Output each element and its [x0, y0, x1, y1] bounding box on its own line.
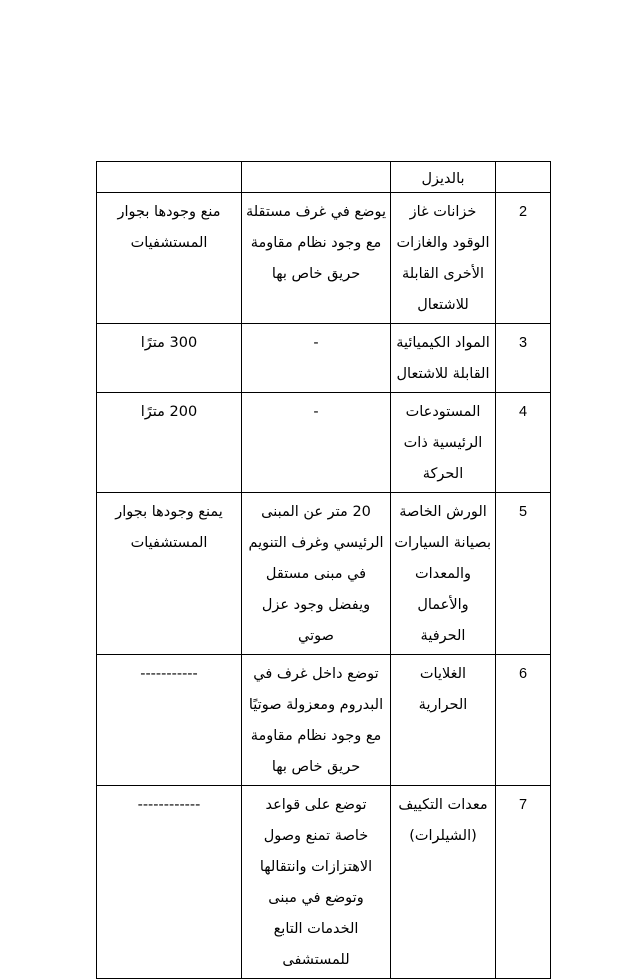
note-cell	[97, 493, 242, 655]
condition-line: في مبنى مستقل	[265, 566, 367, 582]
note-cell	[97, 786, 242, 979]
item-line: والأعمال	[417, 597, 469, 613]
condition-line: مع وجود نظام مقاومة	[250, 235, 382, 251]
item-line: المواد الكيميائية	[396, 335, 490, 351]
condition-cell	[242, 193, 391, 324]
row-number-cell	[496, 393, 551, 493]
item-cell	[391, 493, 496, 655]
table-row	[97, 193, 551, 324]
table-row	[97, 655, 551, 786]
condition-cell	[242, 162, 391, 193]
condition-line: حريق خاص بها	[271, 759, 361, 775]
condition-line: توضع داخل غرف في	[253, 666, 379, 682]
row-number-cell	[496, 655, 551, 786]
condition-cell	[242, 393, 391, 493]
table-row	[97, 786, 551, 979]
condition-cell	[242, 786, 391, 979]
condition-line: -	[313, 335, 319, 351]
facilities-table	[96, 161, 551, 979]
condition-line: الرئيسي وغرف التنويم	[248, 535, 384, 551]
item-line: معدات التكييف	[398, 797, 488, 813]
item-line: الحرفية	[420, 628, 466, 644]
table-row	[97, 393, 551, 493]
note-cell	[97, 193, 242, 324]
row-number: 3	[518, 335, 528, 351]
item-line: بالديزل	[421, 171, 465, 187]
item-line: الوقود والغازات	[396, 235, 490, 251]
row-number: 2	[518, 204, 528, 220]
condition-cell	[242, 324, 391, 393]
condition-line: الاهتزازات وانتقالها	[259, 859, 373, 875]
row-number: 5	[518, 504, 528, 520]
item-line: والمعدات	[414, 566, 472, 582]
table-row	[97, 324, 551, 393]
item-line: الورش الخاصة	[399, 504, 487, 520]
condition-cell	[242, 493, 391, 655]
condition-line: توضع على قواعد	[265, 797, 367, 813]
item-line: القابلة للاشتعال	[396, 366, 490, 382]
row-number: 6	[518, 666, 528, 682]
row-number: 4	[518, 404, 528, 420]
note-line: منع وجودها بجوار	[117, 204, 221, 220]
item-line: بصيانة السيارات	[394, 535, 491, 551]
condition-line: الخدمات التابع	[273, 921, 359, 937]
item-line: خزانات غاز	[409, 204, 477, 220]
note-line: 300 مترًا	[140, 335, 198, 351]
condition-line: حريق خاص بها	[271, 266, 361, 282]
condition-line: 20 متر عن المبنى	[261, 504, 371, 520]
note-cell	[97, 162, 242, 193]
note-cell	[97, 324, 242, 393]
item-cell	[391, 655, 496, 786]
note-line: ------------	[137, 797, 201, 813]
item-cell	[391, 786, 496, 979]
row-number-cell	[496, 324, 551, 393]
item-line: الغلايات	[419, 666, 467, 682]
item-cell	[391, 162, 496, 193]
condition-line: للمستشفى	[282, 952, 350, 968]
item-line: الحركة	[422, 466, 464, 482]
condition-line: -	[313, 404, 319, 420]
item-cell	[391, 393, 496, 493]
row-number-cell	[496, 193, 551, 324]
condition-line: ويفضل وجود عزل	[261, 597, 371, 613]
item-line: الأخرى القابلة	[401, 266, 485, 282]
note-line: 200 مترًا	[140, 404, 198, 420]
note-line: المستشفيات	[130, 535, 208, 551]
item-cell	[391, 193, 496, 324]
item-line: المستودعات	[405, 404, 481, 420]
condition-cell	[242, 655, 391, 786]
note-cell	[97, 655, 242, 786]
item-cell	[391, 324, 496, 393]
note-line: -----------	[140, 666, 198, 682]
note-line: يمنع وجودها بجوار	[115, 504, 223, 520]
condition-line: خاصة تمنع وصول	[263, 828, 369, 844]
note-line: المستشفيات	[130, 235, 208, 251]
condition-line: البدروم ومعزولة صوتيًا	[248, 697, 384, 713]
item-line: الحرارية	[418, 697, 468, 713]
note-cell	[97, 393, 242, 493]
condition-line: يوضع في غرف مستقلة	[245, 204, 386, 220]
row-number-cell	[496, 493, 551, 655]
table-body	[97, 162, 551, 979]
table-row	[97, 162, 551, 193]
item-line: للاشتعال	[417, 297, 469, 313]
condition-line: وتوضع في مبنى	[268, 890, 364, 906]
row-number: 7	[518, 797, 528, 813]
item-line: (الشيلرات)	[409, 828, 477, 844]
row-number-cell	[496, 162, 551, 193]
row-number-cell	[496, 786, 551, 979]
item-line: الرئيسية ذات	[403, 435, 483, 451]
condition-line: صوتي	[298, 628, 334, 644]
table-row	[97, 493, 551, 655]
condition-line: مع وجود نظام مقاومة	[250, 728, 382, 744]
